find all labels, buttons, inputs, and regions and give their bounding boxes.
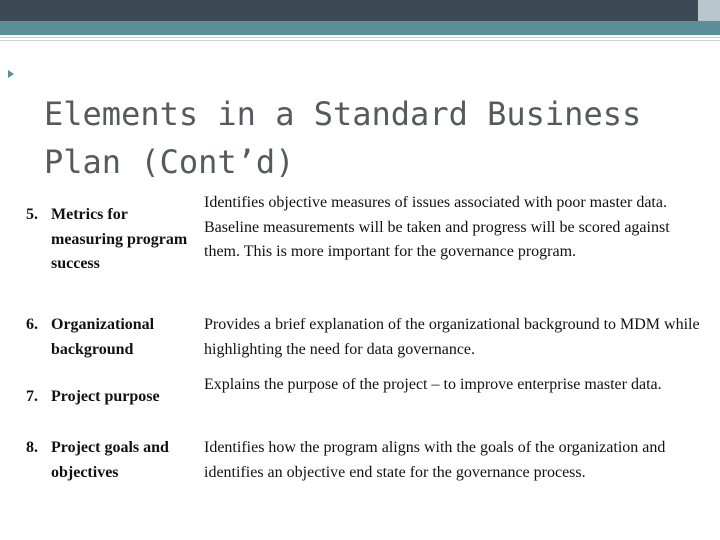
slide-title: Elements in a Standard Business Plan (Cont’d) xyxy=(44,95,642,181)
item-label xyxy=(26,203,196,277)
triangle-bullet-icon xyxy=(8,70,14,78)
item-number: 6. xyxy=(26,316,38,333)
item-number: 5. xyxy=(26,206,38,223)
header-bar-corner xyxy=(698,0,720,21)
item-label xyxy=(26,436,196,485)
item-label xyxy=(26,313,196,362)
item-description: Provides a brief explanation of the organizational background to MDM while highlighting the need for data governance. xyxy=(204,316,700,358)
item-number: 8. xyxy=(26,439,38,456)
item-label-text: Organizational background xyxy=(51,316,155,358)
item-description: Identifies objective measures of issues associated with poor master data. Baseline measurements will be taken and progress will be scored against them. This is more important for the governance program. xyxy=(204,194,670,260)
header-rule xyxy=(0,40,720,41)
header-bar-dark xyxy=(0,0,698,21)
item-number: 7. xyxy=(26,388,38,405)
item-description: Explains the purpose of the project – to improve enterprise master data. xyxy=(204,376,662,393)
item-label-text: Metrics for measuring program success xyxy=(51,206,188,272)
header-rule xyxy=(0,37,720,38)
item-label-text: Project purpose xyxy=(51,388,160,405)
item-description: Identifies how the program aligns with the goals of the organization and identifies an objective end state for the governance process. xyxy=(204,439,666,481)
header-bar-teal xyxy=(0,21,720,35)
item-label-text: Project goals and objectives xyxy=(51,439,169,481)
item-label xyxy=(26,385,196,410)
